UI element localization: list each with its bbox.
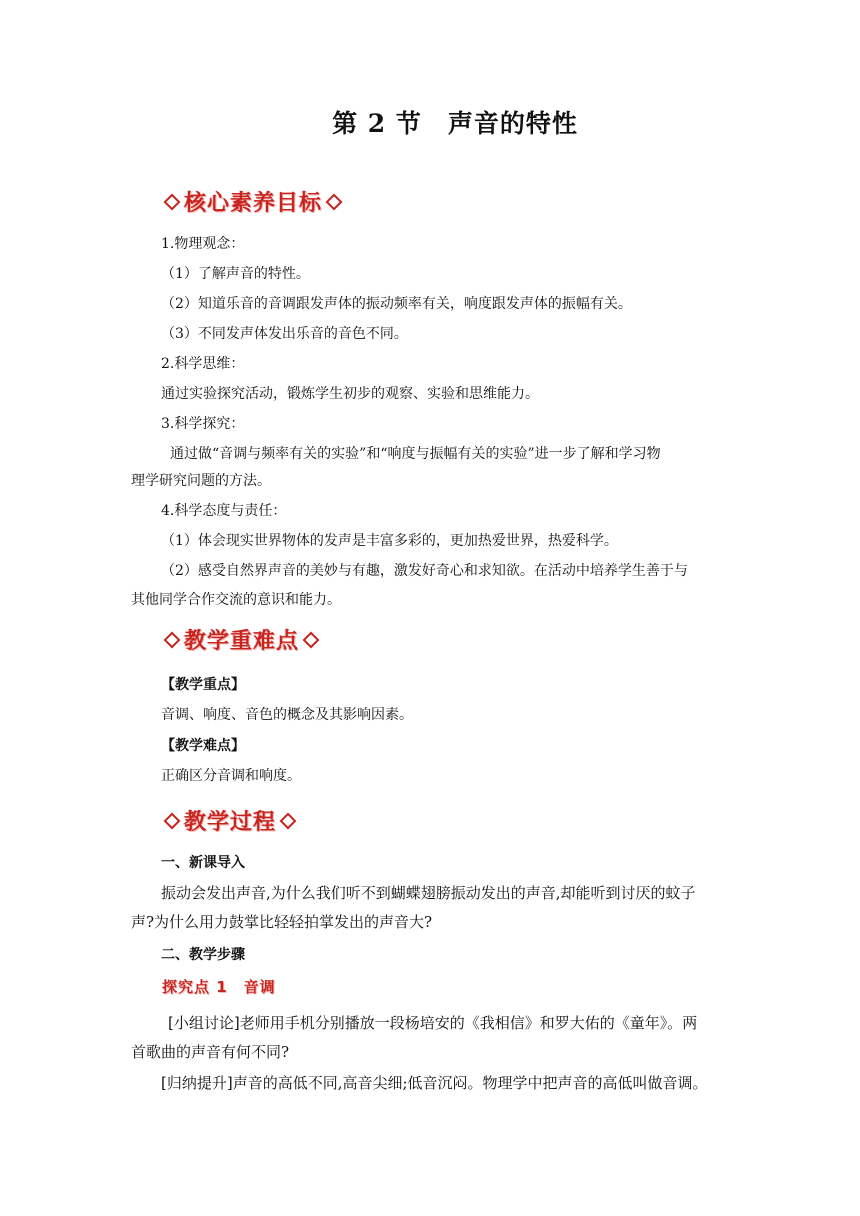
summary-text: 声音的高低不同,高音尖细;低音沉闷。物理学中把声音的高低叫做音调。 <box>232 1074 708 1092</box>
discussion-line: 首歌曲的声音有何不同? <box>131 1043 290 1061</box>
goal-line: 1.物理观念： <box>161 236 245 252</box>
diamond-icon <box>303 631 320 648</box>
discussion-line <box>168 1013 697 1033</box>
discussion-text: 老师用手机分别播放一段杨培安的《我相信》和罗大佑的《童年》。两 <box>239 1014 698 1032</box>
goal-line: （2）感受自然界声音的美妙与有趣，激发好奇心和求知欲。在活动中培养学生善于与 <box>161 563 688 579</box>
section-title: 教学过程 <box>184 810 277 835</box>
difficult-text: 正确区分音调和响度。 <box>161 768 301 784</box>
goal-line: （1）体会现实世界物体的发声是丰富多彩的，更加热爱世界，热爱科学。 <box>161 533 618 549</box>
goal-line: 其他同学合作交流的意识和能力。 <box>131 592 341 608</box>
goal-line: 通过实验探究活动，锻炼学生初步的观察、实验和思维能力。 <box>161 386 539 402</box>
difficult-label: 【教学难点】 <box>161 738 245 754</box>
goal-line: 4.科学态度与责任： <box>161 503 287 519</box>
paragraph-line: 声?为什么用力鼓掌比轻轻拍掌发出的声音大? <box>131 913 433 931</box>
section-banner-process <box>160 805 300 836</box>
goal-line: 理学研究问题的方法。 <box>131 473 271 489</box>
goal-line: 3.科学探究： <box>161 416 245 432</box>
section-banner-goals <box>160 186 346 217</box>
goal-line: （3）不同发声体发出乐音的音色不同。 <box>161 326 408 342</box>
step-heading: 二、教学步骤 <box>161 947 245 963</box>
summary-line <box>161 1073 708 1093</box>
step-heading: 一、新课导入 <box>161 855 245 871</box>
summary-label: [归纳提升] <box>161 1074 233 1092</box>
goal-line: 通过做“音调与频率有关的实验”和“响度与振幅有关的实验”进一步了解和学习物 <box>170 446 661 462</box>
focus-label: 【教学重点】 <box>161 677 245 693</box>
goal-line: 2.科学思维： <box>161 356 245 372</box>
focus-text: 音调、响度、音色的概念及其影响因素。 <box>161 707 413 723</box>
inquiry-point-title: 探究点 1 音调 <box>162 978 276 996</box>
diamond-icon <box>280 812 297 829</box>
section-title: 核心素养目标 <box>184 191 323 216</box>
page-title: 第 2 节 声音的特性 <box>332 109 578 138</box>
paragraph-line: 振动会发出声音,为什么我们听不到蝴蝶翅膀振动发出的声音,却能听到讨厌的蚊子 <box>161 884 696 902</box>
section-title: 教学重难点 <box>184 629 300 654</box>
discussion-label: [小组讨论] <box>168 1014 240 1032</box>
diamond-icon <box>164 193 181 210</box>
section-banner-keypoints <box>160 624 323 655</box>
diamond-icon <box>164 631 181 648</box>
diamond-icon <box>326 193 343 210</box>
diamond-icon <box>164 812 181 829</box>
goal-line: （1）了解声音的特性。 <box>161 266 310 282</box>
goal-line: （2）知道乐音的音调跟发声体的振动频率有关，响度跟发声体的振幅有关。 <box>161 296 632 312</box>
